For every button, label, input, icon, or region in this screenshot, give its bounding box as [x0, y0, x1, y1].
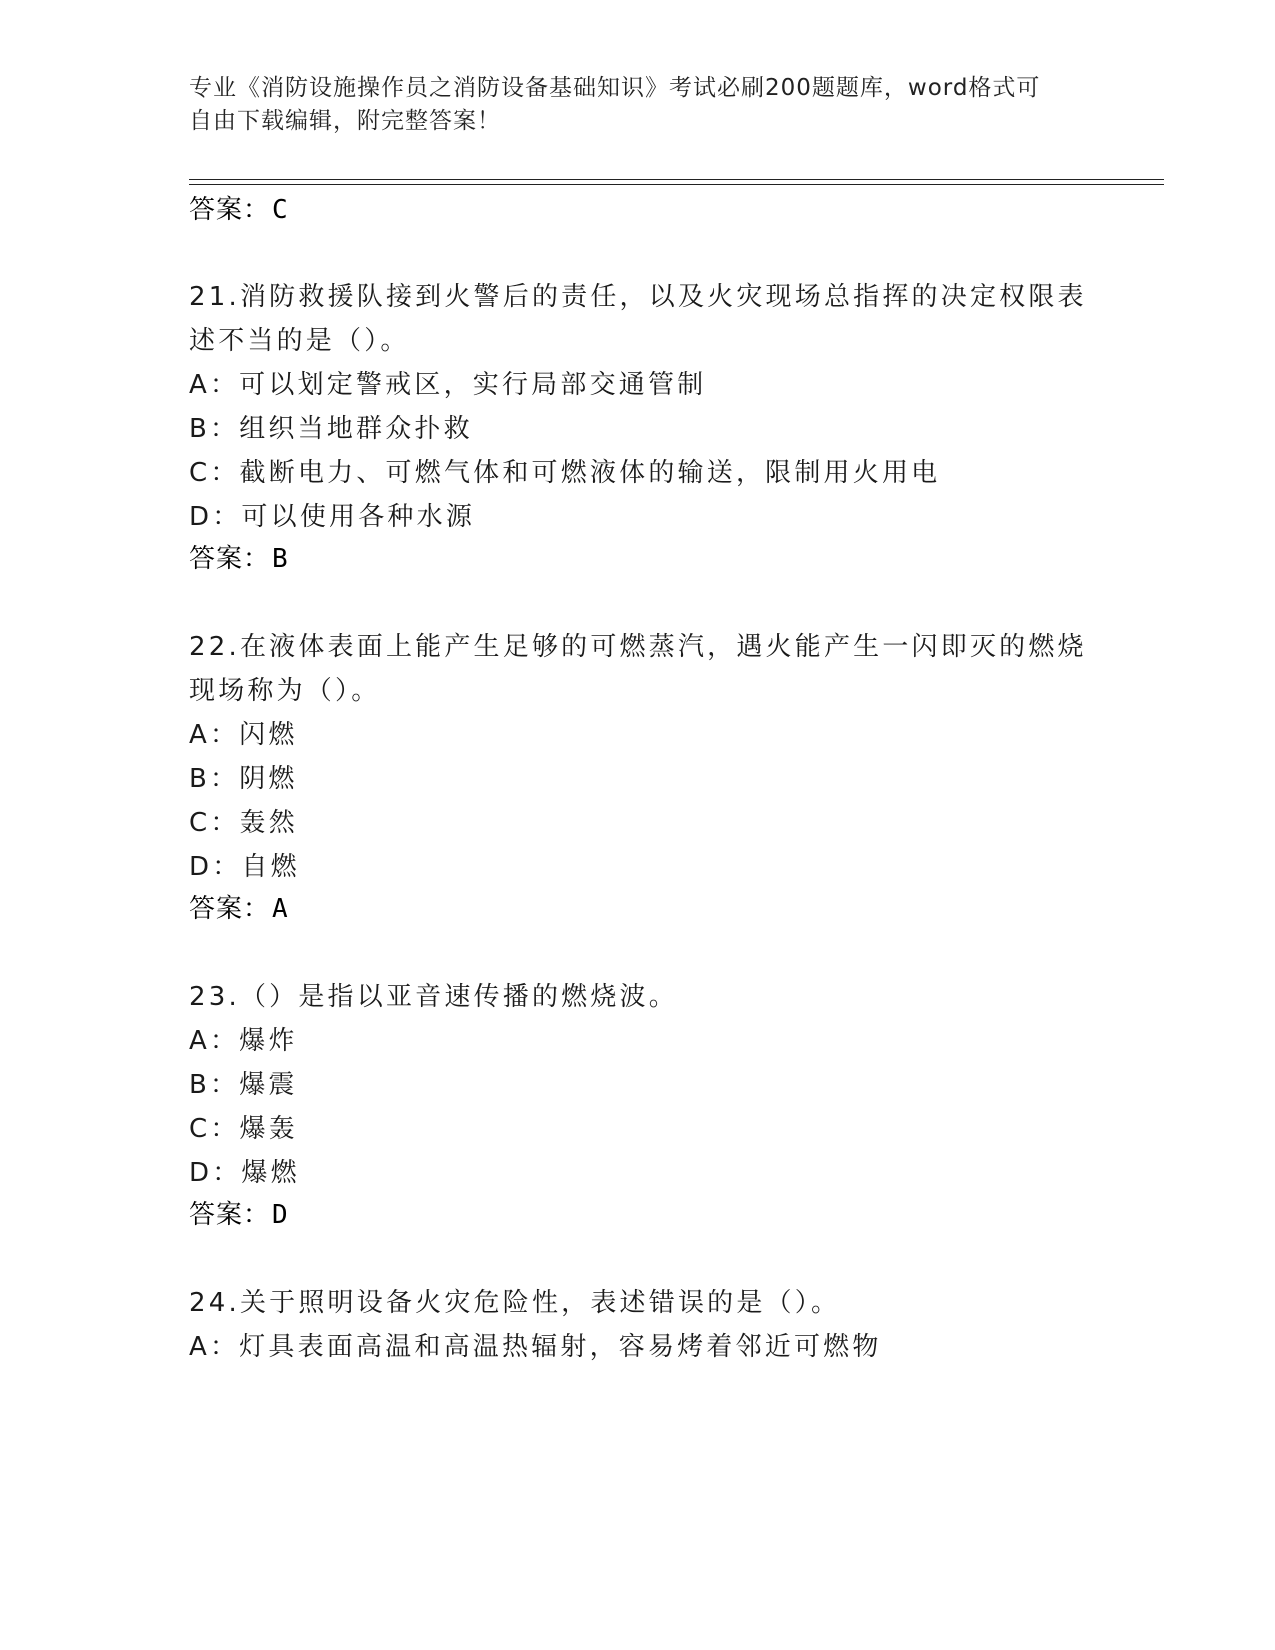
header-divider-top: [189, 179, 1164, 180]
question-22-stem-line-2: 现场称为（）。: [189, 676, 381, 706]
question-22-option-a: A：闪燃: [189, 720, 298, 750]
question-22-option-d: D：自燃: [189, 852, 300, 882]
question-22-answer: [189, 892, 289, 926]
answer-label: 答案：: [189, 1200, 271, 1230]
answer-value: B: [272, 544, 289, 574]
question-21-option-a: A：可以划定警戒区，实行局部交通管制: [189, 370, 707, 400]
answer-label: 答案：: [189, 544, 271, 574]
question-23-option-b: B：爆震: [189, 1070, 298, 1100]
answer-value: A: [272, 894, 289, 924]
answer-label: 答案：: [189, 894, 271, 924]
header-line-1: 专业《消防设施操作员之消防设备基础知识》考试必刷200题题库，word格式可: [189, 75, 1041, 101]
answer-value: D: [272, 1200, 289, 1230]
question-23-answer: [189, 1198, 289, 1232]
question-22-stem-line-1: 22.在液体表面上能产生足够的可燃蒸汽，遇火能产生一闪即灭的燃烧: [189, 632, 1087, 662]
question-23-option-d: D：爆燃: [189, 1158, 300, 1188]
question-21-option-b: B：组织当地群众扑救: [189, 414, 473, 444]
question-23-stem: 23.（）是指以亚音速传播的燃烧波。: [189, 982, 678, 1012]
header-divider-bottom: [189, 184, 1164, 185]
question-24-option-a: A：灯具表面高温和高温热辐射，容易烤着邻近可燃物: [189, 1332, 882, 1362]
question-23-option-c: C：爆轰: [189, 1114, 298, 1144]
document-header: [189, 72, 1089, 138]
question-21-stem-line-2: 述不当的是（）。: [189, 326, 410, 356]
header-line-2: 自由下载编辑，附完整答案！: [189, 108, 501, 134]
question-21-option-d: D：可以使用各种水源: [189, 502, 476, 532]
answer-value: C: [272, 195, 289, 225]
answer-line: [189, 193, 289, 227]
question-21-option-c: C：截断电力、可燃气体和可燃液体的输送，限制用火用电: [189, 458, 941, 488]
question-22-option-c: C：轰然: [189, 808, 298, 838]
question-21-answer: [189, 542, 289, 576]
question-23-option-a: A：爆炸: [189, 1026, 298, 1056]
answer-label: 答案：: [189, 195, 271, 225]
question-24-stem: 24.关于照明设备火灾危险性，表述错误的是（）。: [189, 1288, 841, 1318]
question-21-stem-line-1: 21.消防救援队接到火警后的责任，以及火灾现场总指挥的决定权限表: [189, 282, 1087, 312]
question-22-option-b: B：阴燃: [189, 764, 298, 794]
